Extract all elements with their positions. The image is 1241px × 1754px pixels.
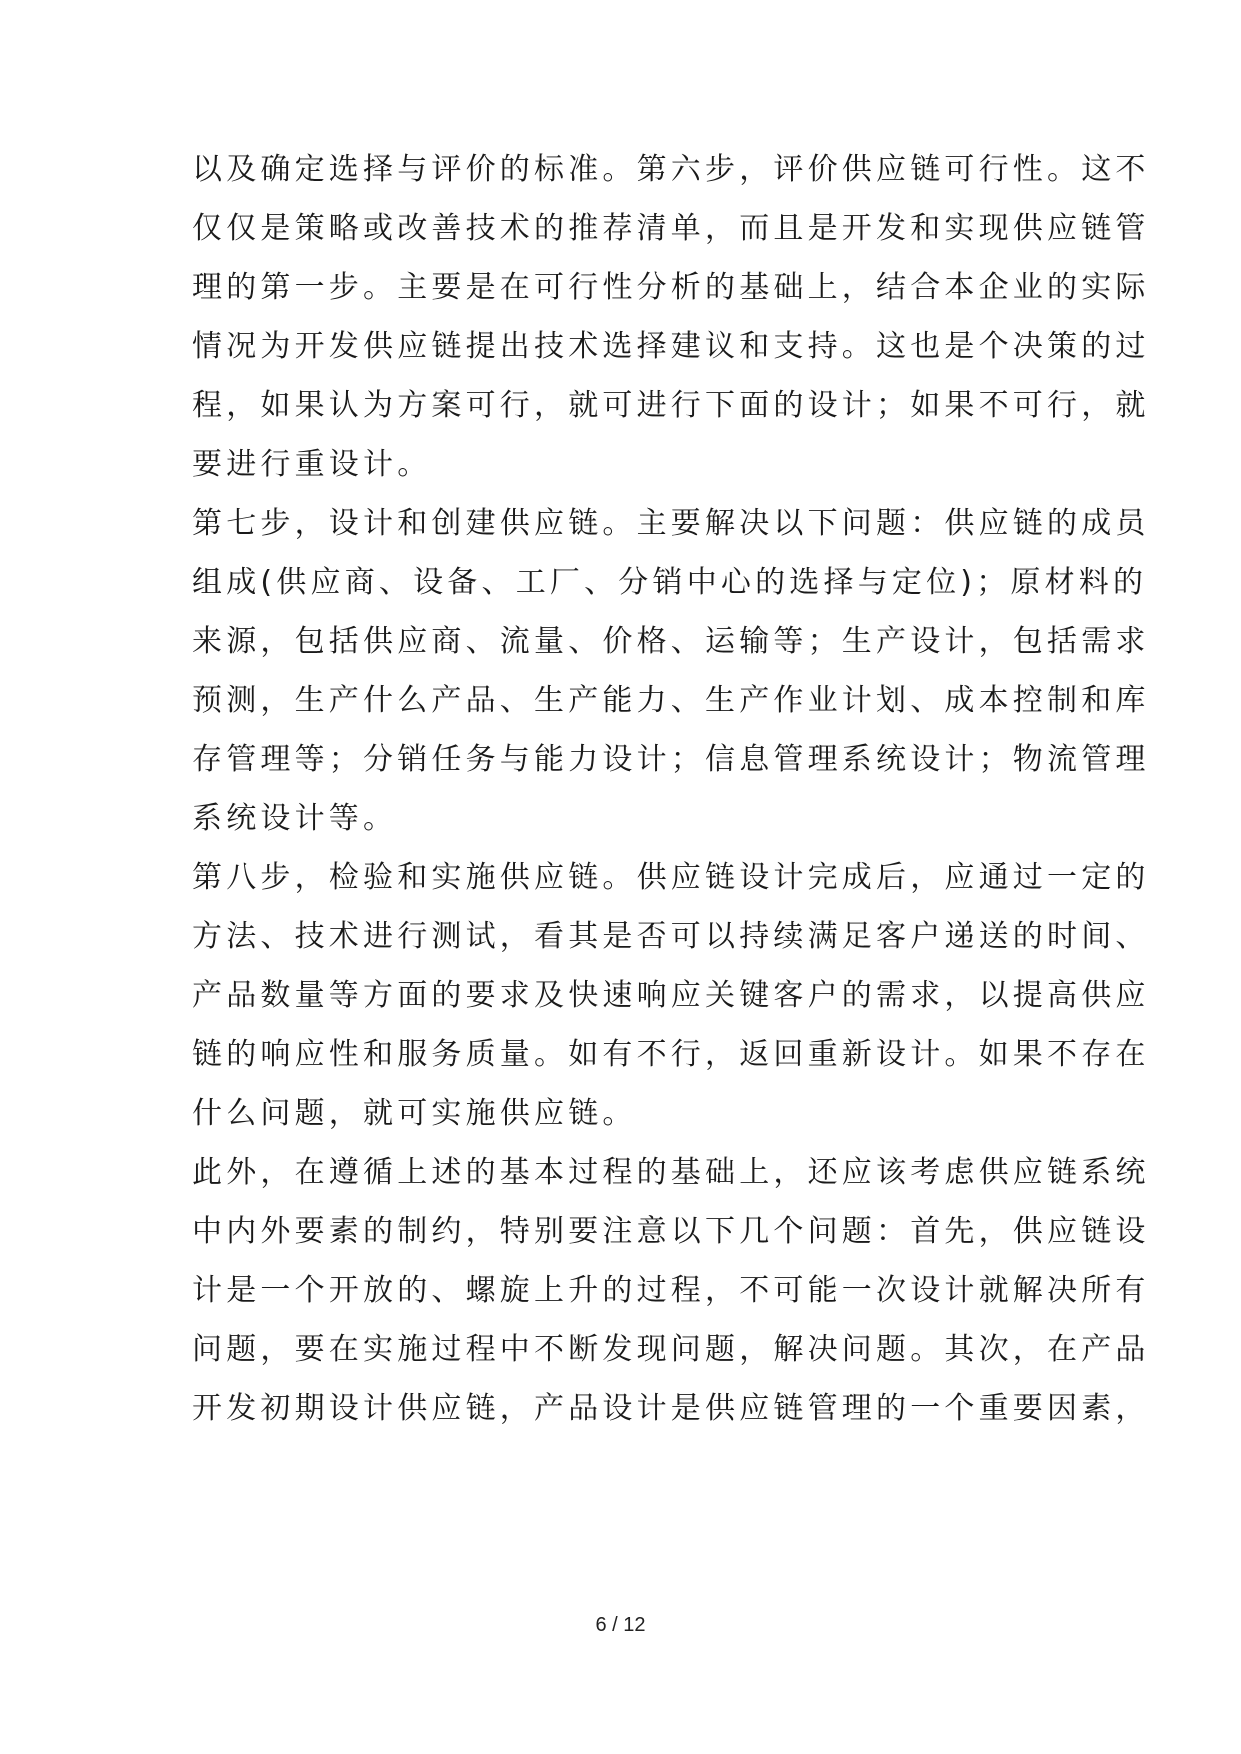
text-line: 系统设计等。 xyxy=(192,801,398,836)
text-line: 第七步，设计和创建供应链。主要解决以下问题：供应链的成员 xyxy=(192,506,1150,541)
text-line: 第八步，检验和实施供应链。供应链设计完成后，应通过一定的 xyxy=(192,860,1150,895)
text-line: 以及确定选择与评价的标准。第六步，评价供应链可行性。这不 xyxy=(192,152,1150,187)
text-line: 组成(供应商、设备、工厂、分销中心的选择与定位)；原材料的 xyxy=(192,565,1148,600)
text-line: 理的第一步。主要是在可行性分析的基础上，结合本企业的实际 xyxy=(192,270,1150,305)
page-number: 6 / 12 xyxy=(595,1614,646,1636)
text-line: 此外，在遵循上述的基本过程的基础上，还应该考虑供应链系统 xyxy=(192,1155,1150,1190)
text-line: 来源，包括供应商、流量、价格、运输等；生产设计，包括需求 xyxy=(192,624,1150,659)
text-line: 计是一个开放的、螺旋上升的过程，不可能一次设计就解决所有 xyxy=(192,1273,1150,1308)
text-line: 产品数量等方面的要求及快速响应关键客户的需求，以提高供应 xyxy=(192,978,1150,1013)
text-line: 方法、技术进行测试，看其是否可以持续满足客户递送的时间、 xyxy=(192,919,1150,954)
text-line: 仅仅是策略或改善技术的推荐清单，而且是开发和实现供应链管 xyxy=(192,211,1150,246)
text-line: 要进行重设计。 xyxy=(192,447,432,482)
text-line: 预测，生产什么产品、生产能力、生产作业计划、成本控制和库 xyxy=(192,683,1150,718)
text-line: 开发初期设计供应链，产品设计是供应链管理的一个重要因素， xyxy=(192,1391,1150,1426)
text-line: 存管理等；分销任务与能力设计；信息管理系统设计；物流管理 xyxy=(192,742,1150,777)
text-line: 中内外要素的制约，特别要注意以下几个问题：首先，供应链设 xyxy=(192,1214,1150,1249)
text-line: 情况为开发供应链提出技术选择建议和支持。这也是个决策的过 xyxy=(192,329,1150,364)
text-line: 什么问题，就可实施供应链。 xyxy=(192,1096,637,1131)
text-line: 链的响应性和服务质量。如有不行，返回重新设计。如果不存在 xyxy=(192,1037,1150,1072)
text-line: 程，如果认为方案可行，就可进行下面的设计；如果不可行，就 xyxy=(192,388,1150,423)
text-line: 问题，要在实施过程中不断发现问题，解决问题。其次，在产品 xyxy=(192,1332,1150,1367)
